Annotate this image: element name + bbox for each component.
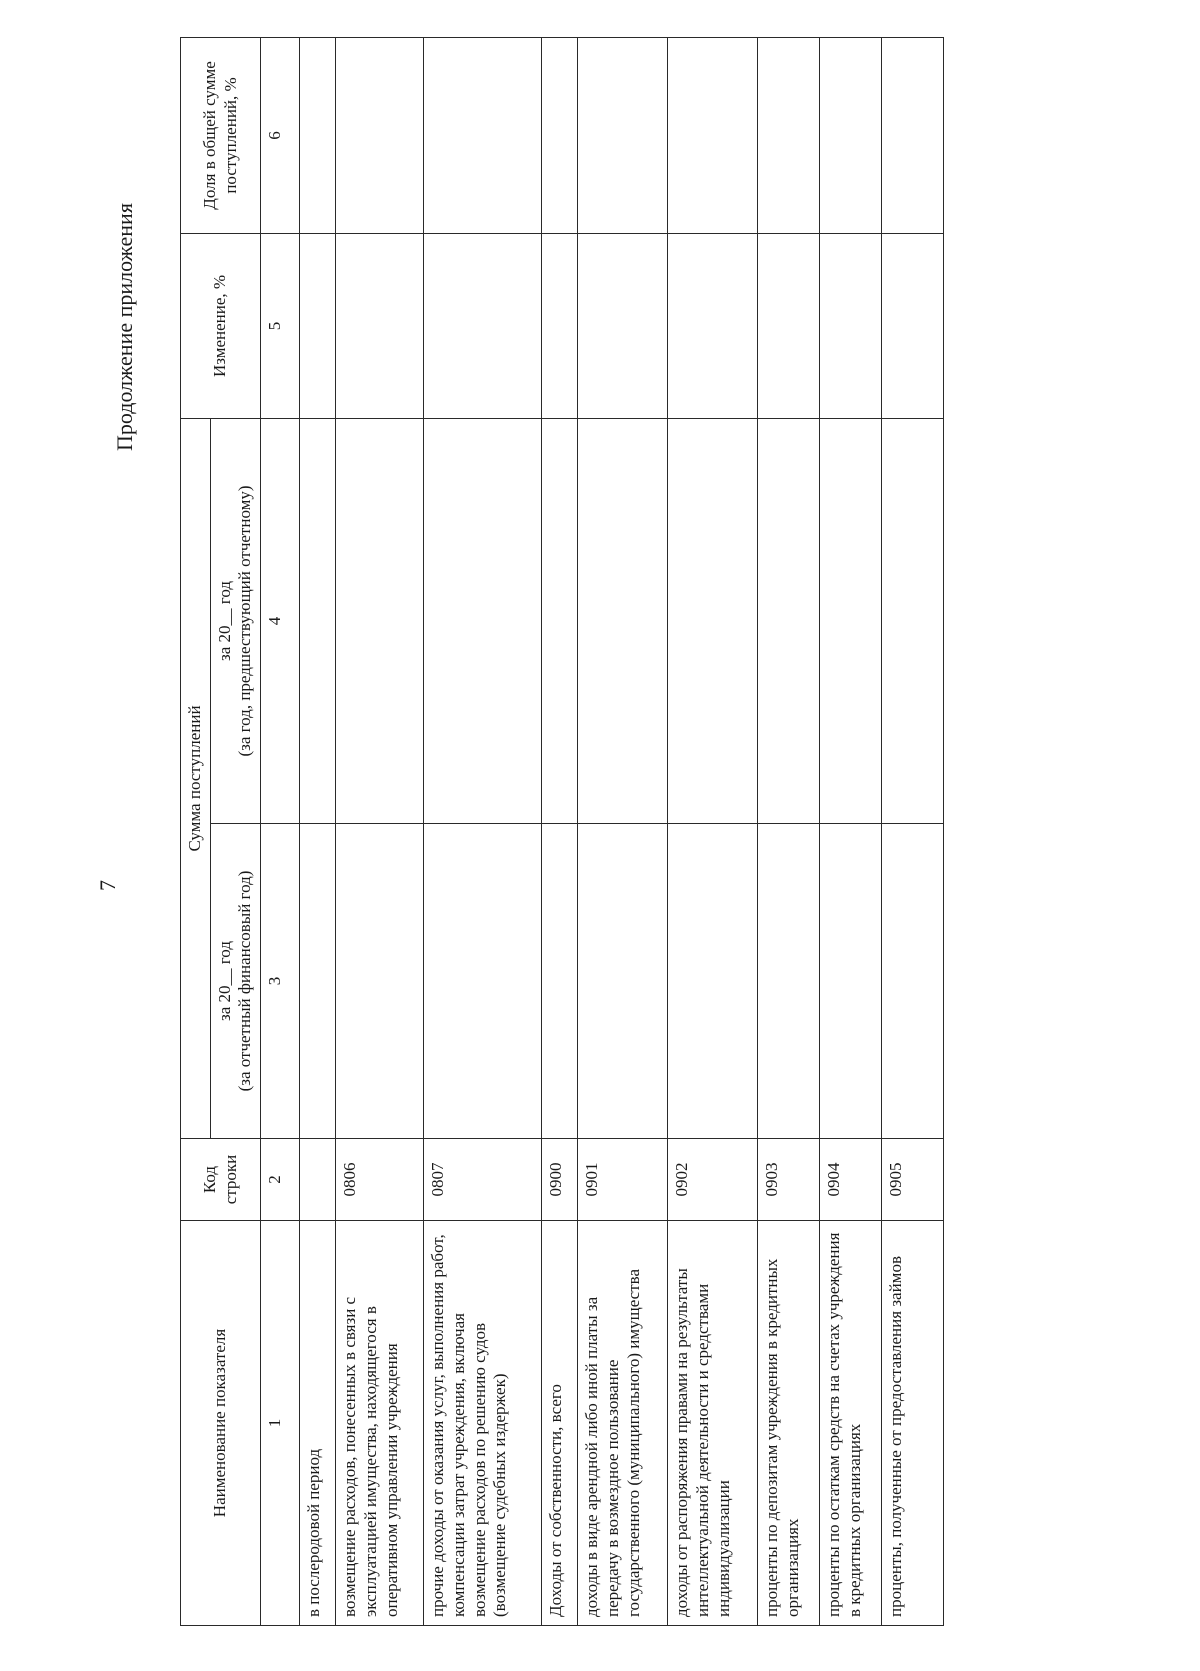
header-sum-group: Сумма поступлений (181, 418, 211, 1138)
table-row (820, 37, 882, 1625)
cell-prev-year (578, 418, 668, 823)
row-name: проценты по депозитам учреждения в кредитных организациях (758, 1221, 820, 1626)
row-name: Доходы от собственности, всего (542, 1221, 578, 1626)
cell-prev-year (882, 418, 944, 823)
table-row (336, 37, 424, 1625)
row-name: доходы от распоряжения правами на результаты интеллектуальной деятельности и средствами индивидуализации (668, 1221, 758, 1626)
header-row-1 (181, 37, 211, 1625)
header-current-year-line2: (за отчетный финансовый год) (235, 870, 255, 1092)
income-table (180, 37, 944, 1626)
cell-prev-year (300, 418, 336, 823)
row-name: возмещение расходов, понесенных в связи с эксплуатацией имущества, находящегося в оперативном управлении учреждения (336, 1221, 424, 1626)
cell-prev-year (758, 418, 820, 823)
cell-share (820, 37, 882, 233)
row-code: 0905 (882, 1139, 944, 1221)
cell-share (668, 37, 758, 233)
table-row (668, 37, 758, 1625)
cell-prev-year (424, 418, 542, 823)
row-code (300, 1139, 336, 1221)
row-code: 0904 (820, 1139, 882, 1221)
cell-change (820, 233, 882, 418)
cell-change (578, 233, 668, 418)
cell-prev-year (820, 418, 882, 823)
cell-current-year (758, 824, 820, 1139)
row-name: доходы в виде арендной либо иной платы за передачу в возмездное пользование государственного (муниципального) имущества (578, 1221, 668, 1626)
row-code: 0903 (758, 1139, 820, 1221)
column-number: 2 (261, 1139, 300, 1221)
cell-share (300, 37, 336, 233)
table-row (424, 37, 542, 1625)
row-code: 0806 (336, 1139, 424, 1221)
column-number: 6 (261, 37, 300, 233)
cell-share (882, 37, 944, 233)
table-row (882, 37, 944, 1625)
cell-current-year (820, 824, 882, 1139)
cell-current-year (578, 824, 668, 1139)
table-row (578, 37, 668, 1625)
table-row (300, 37, 336, 1625)
cell-change (668, 233, 758, 418)
column-number: 1 (261, 1221, 300, 1626)
column-number: 4 (261, 418, 300, 823)
cell-prev-year (336, 418, 424, 823)
cell-current-year (542, 824, 578, 1139)
cell-current-year (336, 824, 424, 1139)
column-numbers-row (261, 37, 300, 1625)
header-prev-year-line1: за 20__ год (214, 581, 234, 661)
cell-change (424, 233, 542, 418)
cell-share (758, 37, 820, 233)
table-row (758, 37, 820, 1625)
cell-share (578, 37, 668, 233)
row-name: в послеродовой период (300, 1221, 336, 1626)
header-current-year-line1: за 20__ год (214, 941, 234, 1021)
page-number: 7 (95, 880, 120, 891)
cell-current-year (668, 824, 758, 1139)
cell-current-year (424, 824, 542, 1139)
header-current-year (210, 824, 260, 1139)
header-prev-year-line2: (за год, предшествующий отчетному) (235, 485, 255, 757)
cell-change (336, 233, 424, 418)
cell-share (542, 37, 578, 233)
row-code: 0902 (668, 1139, 758, 1221)
cell-share (424, 37, 542, 233)
cell-prev-year (668, 418, 758, 823)
row-name: проценты, полученные от предоставления займов (882, 1221, 944, 1626)
header-name: Наименование показателя (181, 1221, 261, 1626)
cell-change (300, 233, 336, 418)
header-prev-year (210, 418, 260, 823)
row-code: 0807 (424, 1139, 542, 1221)
header-share: Доля в общей сумме поступлений, % (181, 37, 261, 233)
header-code: Код строки (181, 1139, 261, 1221)
row-code: 0900 (542, 1139, 578, 1221)
column-number: 5 (261, 233, 300, 418)
cell-change (882, 233, 944, 418)
cell-change (758, 233, 820, 418)
cell-change (542, 233, 578, 418)
cell-current-year (300, 824, 336, 1139)
column-number: 3 (261, 824, 300, 1139)
cell-share (336, 37, 424, 233)
row-name: проценты по остаткам средств на счетах учреждения в кредитных организациях (820, 1221, 882, 1626)
cell-prev-year (542, 418, 578, 823)
row-name: прочие доходы от оказания услуг, выполнения работ, компенсации затрат учреждения, включая возмещение расходов по решению судов (возмещение судебных издержек) (424, 1221, 542, 1626)
continuation-label: Продолжение приложения (112, 203, 137, 451)
row-code: 0901 (578, 1139, 668, 1221)
header-change: Изменение, % (181, 233, 261, 418)
cell-current-year (882, 824, 944, 1139)
table-row (542, 37, 578, 1625)
